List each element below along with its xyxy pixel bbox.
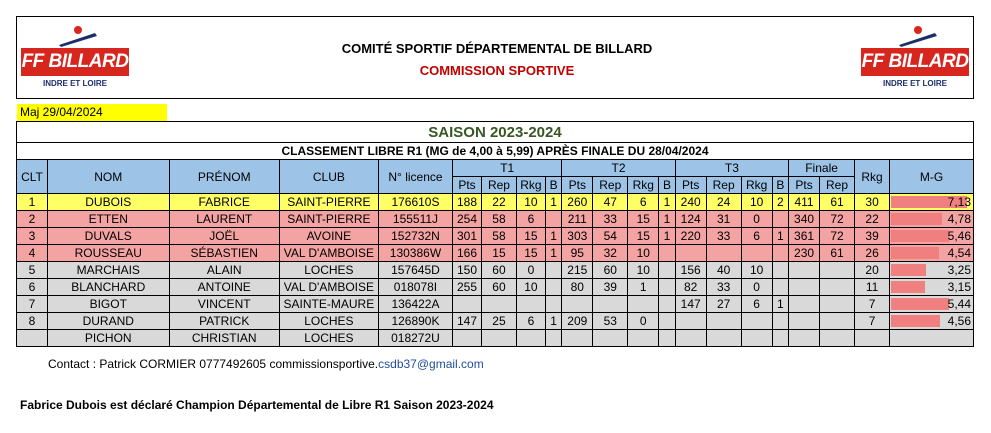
subcol-t3-rkgs: Rkg [741, 177, 772, 194]
cell-club: SAINT-PIERRE [279, 211, 378, 228]
cell-t3-rkg: 6 [741, 296, 772, 313]
cell-t3-pts: 240 [675, 194, 706, 211]
col-t1: T1 [453, 160, 562, 177]
cell-finale-pts [789, 279, 820, 296]
cell-finale-rep [820, 262, 855, 279]
subcol-t3-rep: Rep [706, 177, 741, 194]
cell-t1-b [545, 330, 561, 347]
cell-t3-b [772, 330, 788, 347]
cell-t3-b [772, 211, 788, 228]
cell-licence: 152732N [378, 228, 452, 245]
cell-t2-pts: 95 [562, 245, 593, 262]
cell-rkg: 11 [855, 279, 890, 296]
table-row [17, 194, 974, 211]
cell-mg [890, 194, 974, 211]
cell-t1-pts: 150 [453, 262, 482, 279]
logo-text: FF BILLARD [21, 48, 129, 76]
cell-t3-pts [675, 245, 706, 262]
cell-t2-pts [562, 330, 593, 347]
subcol-t2-b: B [659, 177, 675, 194]
cell-prenom: VINCENT [169, 296, 279, 313]
cell-clt: 2 [17, 211, 48, 228]
cell-t2-rkg [628, 296, 659, 313]
cell-t2-rep: 39 [593, 279, 628, 296]
cell-t3-rep: 31 [706, 211, 741, 228]
mg-databar [891, 315, 940, 327]
billiard-player-icon [55, 25, 101, 47]
cell-licence: 157645D [378, 262, 452, 279]
cell-licence: 176610S [378, 194, 452, 211]
cell-t3-rkg [741, 330, 772, 347]
cell-club: SAINTE-MAURE [279, 296, 378, 313]
ff-billard-logo [21, 23, 129, 93]
cell-mg [890, 228, 974, 245]
cell-nom: PICHON [47, 330, 169, 347]
season-title: SAISON 2023-2024 [17, 122, 974, 143]
cell-t3-b [772, 279, 788, 296]
contact-line [48, 357, 484, 371]
cell-t2-rep: 54 [593, 228, 628, 245]
subcol-t2-pts: Pts [562, 177, 593, 194]
cell-t3-pts: 156 [675, 262, 706, 279]
cell-finale-rep [820, 279, 855, 296]
cell-finale-pts: 411 [789, 194, 820, 211]
mg-value: 3,25 [947, 263, 971, 277]
mg-value: 5,46 [947, 229, 971, 243]
cell-t2-rkg: 10 [628, 262, 659, 279]
cell-rkg: 20 [855, 262, 890, 279]
champion-announcement: Fabrice Dubois est déclaré Champion Départemental de Libre R1 Saison 2023-2024 [20, 398, 494, 412]
cell-t2-pts: 215 [562, 262, 593, 279]
cell-nom: ROUSSEAU [47, 245, 169, 262]
cell-t1-rkg [516, 296, 545, 313]
table-row [17, 228, 974, 245]
cell-t3-pts [675, 313, 706, 330]
cell-rkg [855, 330, 890, 347]
cell-t1-b [545, 211, 561, 228]
cell-t2-b: 1 [659, 228, 675, 245]
cell-finale-rep [820, 313, 855, 330]
mg-databar [891, 247, 939, 259]
cell-t2-rkg: 10 [628, 245, 659, 262]
cell-t2-pts: 303 [562, 228, 593, 245]
cell-clt: 8 [17, 313, 48, 330]
cell-t1-rkg: 15 [516, 245, 545, 262]
mg-databar [891, 230, 949, 242]
cell-t3-rep: 40 [706, 262, 741, 279]
cell-prenom: ANTOINE [169, 279, 279, 296]
cell-prenom: LAURENT [169, 211, 279, 228]
cell-t2-rkg: 6 [628, 194, 659, 211]
subcol-t2-rep: Rep [593, 177, 628, 194]
cell-t2-b: 1 [659, 211, 675, 228]
cell-t2-rkg: 0 [628, 313, 659, 330]
ff-billard-logo-right [861, 23, 969, 93]
mg-value: 4,78 [947, 212, 971, 226]
subcol-t1-pts: Pts [453, 177, 482, 194]
mg-databar [891, 281, 925, 293]
cell-t1-rkg: 15 [516, 228, 545, 245]
subcol-finale-rep: Rep [820, 177, 855, 194]
cell-t2-rep [593, 296, 628, 313]
cell-t1-rkg: 0 [516, 262, 545, 279]
cell-t1-rkg: 10 [516, 194, 545, 211]
cell-t2-pts [562, 296, 593, 313]
cell-prenom: JOËL [169, 228, 279, 245]
cell-t1-b: 1 [545, 245, 561, 262]
cell-clt: 7 [17, 296, 48, 313]
cell-licence: 130386W [378, 245, 452, 262]
cell-t1-rep: 58 [481, 228, 516, 245]
update-date: Maj 29/04/2024 [17, 104, 167, 121]
header-banner [16, 16, 974, 99]
mg-value: 4,54 [947, 246, 971, 260]
col-club: CLUB [279, 160, 378, 194]
cell-t3-rep: 33 [706, 228, 741, 245]
cell-rkg: 22 [855, 211, 890, 228]
cell-t1-rkg: 10 [516, 279, 545, 296]
cell-rkg: 7 [855, 313, 890, 330]
mg-databar [891, 264, 926, 276]
cell-t3-b: 1 [772, 296, 788, 313]
col-finale: Finale [789, 160, 855, 177]
cell-t2-rep: 53 [593, 313, 628, 330]
cell-licence: 126890K [378, 313, 452, 330]
committee-title: COMITÉ SPORTIF DÉPARTEMENTAL DE BILLARD [341, 41, 653, 56]
cell-nom: MARCHAIS [47, 262, 169, 279]
cell-t2-b: 1 [659, 194, 675, 211]
cell-t3-rep: 33 [706, 279, 741, 296]
cell-prenom: ALAIN [169, 262, 279, 279]
table-row [17, 296, 974, 313]
ranking-table [16, 121, 974, 347]
table-row [17, 330, 974, 347]
cell-t3-rep: 24 [706, 194, 741, 211]
logo-text: FF BILLARD [861, 48, 969, 76]
col-t3: T3 [675, 160, 788, 177]
cell-t1-rep [481, 330, 516, 347]
cell-rkg: 39 [855, 228, 890, 245]
cell-finale-rep: 72 [820, 228, 855, 245]
cell-mg [890, 211, 974, 228]
cell-club: VAL D'AMBOISE [279, 279, 378, 296]
cell-rkg: 30 [855, 194, 890, 211]
billiard-player-icon [895, 25, 941, 47]
col-mg: M-G [890, 160, 974, 194]
subcol-t3-b: B [772, 177, 788, 194]
cell-finale-pts: 340 [789, 211, 820, 228]
cell-licence: 018078I [378, 279, 452, 296]
cell-t1-b: 1 [545, 194, 561, 211]
cell-t1-pts: 147 [453, 313, 482, 330]
cell-finale-rep [820, 296, 855, 313]
cell-t1-rep: 25 [481, 313, 516, 330]
cell-t2-pts: 80 [562, 279, 593, 296]
cell-mg [890, 262, 974, 279]
cell-finale-rep: 61 [820, 245, 855, 262]
cell-t2-pts: 260 [562, 194, 593, 211]
cell-nom: DURAND [47, 313, 169, 330]
cell-t1-rkg [516, 330, 545, 347]
cell-club: LOCHES [279, 330, 378, 347]
cell-licence: 018272U [378, 330, 452, 347]
cell-t3-b: 2 [772, 194, 788, 211]
cell-t3-pts: 220 [675, 228, 706, 245]
cell-prenom: CHRISTIAN [169, 330, 279, 347]
subcol-t2-rkgs: Rkg [628, 177, 659, 194]
contact-email[interactable]: csdb37@gmail.com [378, 357, 484, 371]
cell-finale-pts [789, 296, 820, 313]
logo-subtitle: INDRE ET LOIRE [42, 79, 107, 88]
cell-finale-pts: 230 [789, 245, 820, 262]
cell-finale-rep: 72 [820, 211, 855, 228]
cell-mg [890, 245, 974, 262]
cell-t2-rep: 33 [593, 211, 628, 228]
cell-t1-b [545, 296, 561, 313]
col-licence: N° licence [378, 160, 452, 194]
cell-t2-rkg: 15 [628, 228, 659, 245]
cell-t2-rep: 60 [593, 262, 628, 279]
cell-t3-pts [675, 330, 706, 347]
cell-finale-pts [789, 330, 820, 347]
commission-subtitle: COMMISSION SPORTIVE [419, 63, 575, 78]
cell-mg [890, 279, 974, 296]
cell-t1-pts: 254 [453, 211, 482, 228]
cell-t1-b: 1 [545, 313, 561, 330]
cell-nom: BLANCHARD [47, 279, 169, 296]
cell-t1-rep: 22 [481, 194, 516, 211]
cell-t1-b [545, 262, 561, 279]
subcol-t1-b: B [545, 177, 561, 194]
mg-databar [891, 298, 949, 310]
cell-t3-rep [706, 245, 741, 262]
cell-finale-rep: 61 [820, 194, 855, 211]
cell-t3-rkg: 6 [741, 228, 772, 245]
cell-t3-pts: 124 [675, 211, 706, 228]
cell-t1-rep: 58 [481, 211, 516, 228]
table-row [17, 279, 974, 296]
cell-club: VAL D'AMBOISE [279, 245, 378, 262]
subcol-finale-pts: Pts [789, 177, 820, 194]
cell-clt [17, 330, 48, 347]
cell-t2-rkg [628, 330, 659, 347]
cell-t2-b [659, 296, 675, 313]
cell-t3-rkg [741, 245, 772, 262]
cell-t3-b [772, 245, 788, 262]
table-row [17, 262, 974, 279]
cell-t2-b [659, 262, 675, 279]
cell-finale-pts [789, 313, 820, 330]
cell-prenom: FABRICE [169, 194, 279, 211]
cell-finale-pts [789, 262, 820, 279]
mg-value: 5,44 [947, 297, 971, 311]
cell-t2-b [659, 313, 675, 330]
cell-finale-pts: 361 [789, 228, 820, 245]
cell-t2-pts: 211 [562, 211, 593, 228]
cell-t3-rkg: 10 [741, 262, 772, 279]
cell-t1-b: 1 [545, 228, 561, 245]
cell-t1-rep [481, 296, 516, 313]
cell-prenom: PATRICK [169, 313, 279, 330]
cell-t3-rkg [741, 313, 772, 330]
cell-t3-b [772, 313, 788, 330]
mg-value: 7,13 [947, 195, 971, 209]
cell-t2-rkg: 15 [628, 211, 659, 228]
cell-t1-pts: 255 [453, 279, 482, 296]
cell-clt: 3 [17, 228, 48, 245]
table-row [17, 313, 974, 330]
subcol-t1-rkgs: Rkg [516, 177, 545, 194]
cell-t1-pts [453, 296, 482, 313]
cell-t1-rep: 60 [481, 279, 516, 296]
table-row [17, 211, 974, 228]
cell-t1-rep: 15 [481, 245, 516, 262]
cell-t1-rep: 60 [481, 262, 516, 279]
cell-club: LOCHES [279, 313, 378, 330]
cell-nom: DUVALS [47, 228, 169, 245]
subcol-t1-rep: Rep [481, 177, 516, 194]
cell-nom: ETTEN [47, 211, 169, 228]
cell-nom: BIGOT [47, 296, 169, 313]
cell-t2-pts: 209 [562, 313, 593, 330]
cell-mg [890, 330, 974, 347]
cell-t3-pts: 147 [675, 296, 706, 313]
table-row [17, 245, 974, 262]
cell-t2-rep: 32 [593, 245, 628, 262]
cell-club: AVOINE [279, 228, 378, 245]
cell-mg [890, 313, 974, 330]
cell-clt: 1 [17, 194, 48, 211]
cell-t2-b [659, 245, 675, 262]
cell-t3-b [772, 262, 788, 279]
cell-finale-rep [820, 330, 855, 347]
cell-t1-pts [453, 330, 482, 347]
classement-title: CLASSEMENT LIBRE R1 (MG de 4,00 à 5,99) APRÈS FINALE DU 28/04/2024 [17, 143, 974, 160]
subcol-t3-pts: Pts [675, 177, 706, 194]
cell-t3-rkg: 0 [741, 279, 772, 296]
logo-subtitle: INDRE ET LOIRE [882, 79, 947, 88]
mg-value: 4,56 [947, 314, 971, 328]
cell-mg [890, 296, 974, 313]
cell-rkg: 7 [855, 296, 890, 313]
cell-clt: 4 [17, 245, 48, 262]
cell-t1-b [545, 279, 561, 296]
col-t2: T2 [562, 160, 675, 177]
cell-licence: 136422A [378, 296, 452, 313]
contact-text: Contact : Patrick CORMIER 0777492605 commissionsportive. [48, 357, 379, 371]
cell-t3-rkg: 0 [741, 211, 772, 228]
mg-value: 3,15 [947, 280, 971, 294]
cell-clt: 6 [17, 279, 48, 296]
cell-t1-rkg: 6 [516, 313, 545, 330]
cell-t2-rep [593, 330, 628, 347]
cell-t3-pts: 82 [675, 279, 706, 296]
col-clt: CLT [17, 160, 48, 194]
cell-t3-b: 1 [772, 228, 788, 245]
cell-club: SAINT-PIERRE [279, 194, 378, 211]
mg-databar [891, 213, 942, 225]
cell-t1-pts: 166 [453, 245, 482, 262]
cell-t1-rkg: 6 [516, 211, 545, 228]
cell-prenom: SÉBASTIEN [169, 245, 279, 262]
col-nom: NOM [47, 160, 169, 194]
cell-t2-rep: 47 [593, 194, 628, 211]
cell-t3-rkg: 10 [741, 194, 772, 211]
cell-t2-b [659, 330, 675, 347]
cell-nom: DUBOIS [47, 194, 169, 211]
cell-club: LOCHES [279, 262, 378, 279]
cell-clt: 5 [17, 262, 48, 279]
cell-licence: 155511J [378, 211, 452, 228]
cell-t3-rep: 27 [706, 296, 741, 313]
col-prenom: PRÉNOM [169, 160, 279, 194]
cell-rkg: 26 [855, 245, 890, 262]
cell-t2-b [659, 279, 675, 296]
cell-t1-pts: 301 [453, 228, 482, 245]
col-rkg: Rkg [855, 160, 890, 194]
cell-t3-rep [706, 313, 741, 330]
cell-t1-pts: 188 [453, 194, 482, 211]
cell-t3-rep [706, 330, 741, 347]
cell-t2-rkg: 1 [628, 279, 659, 296]
